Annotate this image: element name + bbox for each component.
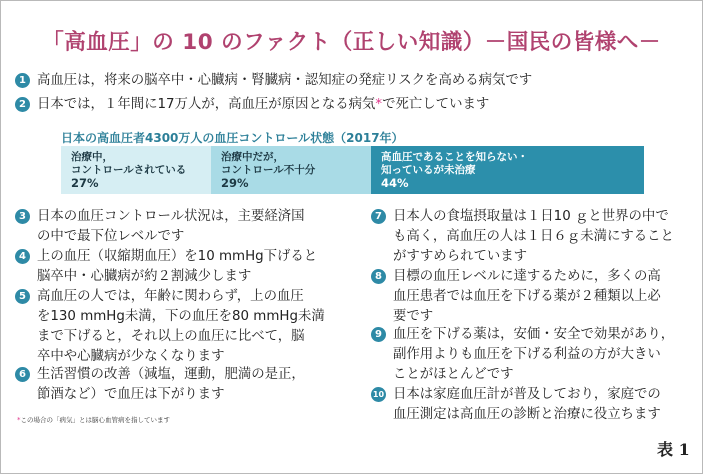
footnote xyxy=(17,415,170,424)
table-label: 表 1 xyxy=(657,440,690,459)
fact-item-5 xyxy=(15,287,345,367)
fact-item-7 xyxy=(371,207,701,267)
number-badge: 3 xyxy=(15,209,30,224)
bar-segment-controlled xyxy=(61,146,211,194)
segment-percent: 29% xyxy=(221,176,249,190)
control-status-bar xyxy=(61,146,644,194)
fact-text: 高血圧の人では，年齢に関わらず，上の血圧 を130 mmHg未満，下の血圧を80 mmHg未満 まで下げると，それ以上の血圧に比べて，脳 卒中や心臓病が少なくなります xyxy=(37,289,325,364)
fact-item-10 xyxy=(371,385,701,425)
fact-item-3 xyxy=(15,207,345,247)
fact-item-9 xyxy=(371,325,701,385)
fact-item-6 xyxy=(15,365,345,405)
number-badge: 7 xyxy=(371,209,386,224)
segment-label-line2: 知っているが未治療 xyxy=(381,164,476,176)
fact-text: 高血圧は，将来の脳卒中・心臓病・腎臓病・認知症の発症リスクを高める病気です xyxy=(37,73,533,88)
number-badge: 2 xyxy=(15,97,30,112)
number-badge: 4 xyxy=(15,249,30,264)
fact-text: 日本の血圧コントロール状況は，主要経済国 の中で最下位レベルです xyxy=(37,209,305,244)
segment-percent: 44% xyxy=(381,176,409,190)
footnote-mark: * xyxy=(375,97,383,112)
fact-item-4 xyxy=(15,247,345,287)
footnote-mark: * xyxy=(17,416,21,424)
fact-text: 日本人の食塩摂取量は１日10 ｇと世界の中で も高く，高血圧の人は１日６ｇ未満にすること がすすめられています xyxy=(393,209,674,264)
fact-item-1 xyxy=(15,71,532,91)
segment-label-line2: コントロールされている xyxy=(71,164,187,176)
number-badge: 10 xyxy=(371,387,386,402)
number-badge: 6 xyxy=(15,367,30,382)
number-badge: 1 xyxy=(15,73,30,88)
fact-text: 日本は家庭血圧計が普及しており，家庭での 血圧測定は高血圧の診断と治療に役立ちます xyxy=(393,387,661,422)
segment-label-line1: 高血圧であることを知らない・ xyxy=(381,151,528,163)
fact-text-part-b: で死亡しています xyxy=(382,97,490,112)
fact-text: 生活習慣の改善（減塩，運動，肥満の是正， 節酒など）で血圧は下がります xyxy=(37,367,305,402)
segment-percent: 27% xyxy=(71,176,99,190)
number-badge: 9 xyxy=(371,327,386,342)
segment-label-line1: 治療中， xyxy=(71,151,113,163)
page-title: 「高血圧」の 10 のファクト（正しい知識）－国民の皆様へ－ xyxy=(42,30,661,55)
number-badge: 5 xyxy=(15,289,30,304)
bar-segment-untreated xyxy=(371,146,644,194)
segment-label-line1: 治療中だが， xyxy=(221,151,284,163)
bar-title: 日本の高血圧者4300万人の血圧コントロール状態（2017年） xyxy=(61,131,404,145)
fact-text-part-a: 日本では，１年間に17万人が，高血圧が原因となる病気 xyxy=(37,97,376,112)
segment-label-line2: コントロール不十分 xyxy=(221,164,316,176)
bar-segment-insufficient xyxy=(211,146,371,194)
fact-item-8 xyxy=(371,267,701,327)
fact-item-2 xyxy=(15,95,489,115)
number-badge: 8 xyxy=(371,269,386,284)
footnote-text: この場合の「病気」とは脳心血管病を指しています xyxy=(20,416,170,424)
fact-text: 上の血圧（収縮期血圧）を10 mmHg下げると 脳卒中・心臓病が約２割減少します xyxy=(37,249,318,284)
fact-text: 血圧を下げる薬は，安価・安全で効果があり， 副作用よりも血圧を下げる利益の方が大きい ことがほとんどです xyxy=(393,327,675,382)
fact-text: 目標の血圧レベルに達するために，多くの高 血圧患者では血圧を下げる薬が２種類以上必 要です xyxy=(393,269,661,324)
